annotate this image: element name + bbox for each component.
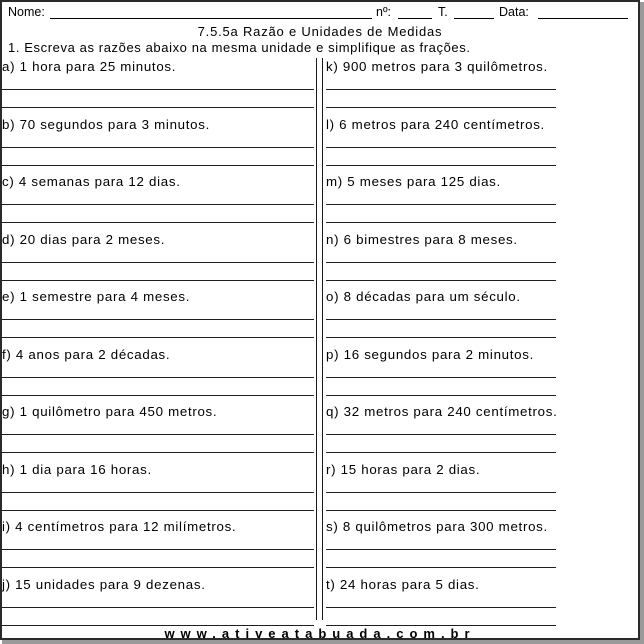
shadow-right xyxy=(640,2,644,644)
exercise-text: b) 70 segundos para 3 minutos. xyxy=(2,117,211,132)
column-divider-left xyxy=(316,58,317,620)
exercise-text: g) 1 quilômetro para 450 metros. xyxy=(2,404,218,419)
answer-line-denominator[interactable] xyxy=(2,395,314,396)
name-label: Nome: xyxy=(8,5,45,19)
exercise-text: f) 4 anos para 2 décadas. xyxy=(2,347,171,362)
exercise-text: p) 16 segundos para 2 minutos. xyxy=(326,347,535,362)
answer-line-numerator[interactable] xyxy=(2,607,314,608)
worksheet-title: 7.5.5a Razão e Unidades de Medidas xyxy=(197,24,443,39)
answer-line-numerator[interactable] xyxy=(326,262,556,263)
answer-line-numerator[interactable] xyxy=(2,204,314,205)
exercise-text: h) 1 dia para 16 horas. xyxy=(2,462,152,477)
exercise-text: q) 32 metros para 240 centímetros. xyxy=(326,404,558,419)
site-footer: www.ativeatabuada.com.br xyxy=(164,626,476,640)
answer-line-denominator[interactable] xyxy=(2,107,314,108)
answer-line-denominator[interactable] xyxy=(326,395,556,396)
answer-line-denominator[interactable] xyxy=(2,510,314,511)
answer-line-numerator[interactable] xyxy=(2,549,314,550)
exercise-item xyxy=(326,232,556,290)
answer-line-numerator[interactable] xyxy=(326,492,556,493)
answer-line-numerator[interactable] xyxy=(326,549,556,550)
exercise-text: t) 24 horas para 5 dias. xyxy=(326,577,480,592)
answer-line-denominator[interactable] xyxy=(326,510,556,511)
exercise-item xyxy=(2,59,314,117)
class-field[interactable] xyxy=(454,18,494,19)
answer-line-numerator[interactable] xyxy=(2,377,314,378)
exercise-item xyxy=(2,347,314,405)
answer-line-denominator[interactable] xyxy=(326,452,556,453)
exercise-text: l) 6 metros para 240 centímetros. xyxy=(326,117,545,132)
date-field[interactable] xyxy=(538,18,628,19)
exercise-text: d) 20 dias para 2 meses. xyxy=(2,232,166,247)
instruction-text: 1. Escreva as razões abaixo na mesma unidade e simplifique as frações. xyxy=(8,40,471,55)
exercise-text: i) 4 centímetros para 12 milímetros. xyxy=(2,519,237,534)
exercise-text: r) 15 horas para 2 dias. xyxy=(326,462,481,477)
answer-line-denominator[interactable] xyxy=(326,165,556,166)
answer-line-numerator[interactable] xyxy=(326,434,556,435)
answer-line-denominator[interactable] xyxy=(2,337,314,338)
exercise-text: j) 15 unidades para 9 dezenas. xyxy=(2,577,206,592)
exercise-text: s) 8 quilômetros para 300 metros. xyxy=(326,519,548,534)
answer-line-numerator[interactable] xyxy=(2,147,314,148)
answer-line-denominator[interactable] xyxy=(2,280,314,281)
exercise-text: e) 1 semestre para 4 meses. xyxy=(2,289,191,304)
answer-line-denominator[interactable] xyxy=(326,222,556,223)
exercise-text: k) 900 metros para 3 quilômetros. xyxy=(326,59,548,74)
exercise-item xyxy=(2,404,314,462)
exercise-text: n) 6 bimestres para 8 meses. xyxy=(326,232,518,247)
answer-line-numerator[interactable] xyxy=(326,147,556,148)
exercise-item xyxy=(326,519,556,577)
exercise-item xyxy=(2,174,314,232)
class-label: T. xyxy=(438,5,448,19)
exercise-item xyxy=(326,347,556,405)
answer-line-numerator[interactable] xyxy=(2,89,314,90)
exercise-item xyxy=(2,462,314,520)
answer-line-denominator[interactable] xyxy=(2,567,314,568)
exercise-item xyxy=(326,289,556,347)
answer-line-numerator[interactable] xyxy=(2,492,314,493)
exercise-item xyxy=(2,289,314,347)
exercise-item xyxy=(326,174,556,232)
answer-line-numerator[interactable] xyxy=(326,204,556,205)
date-label: Data: xyxy=(499,5,529,19)
answer-line-numerator[interactable] xyxy=(326,607,556,608)
answer-line-numerator[interactable] xyxy=(326,319,556,320)
exercise-text: a) 1 hora para 25 minutos. xyxy=(2,59,177,74)
exercise-text: m) 5 meses para 125 dias. xyxy=(326,174,501,189)
shadow-bottom xyxy=(2,640,644,644)
header-row xyxy=(2,4,638,20)
exercise-item xyxy=(326,404,556,462)
exercise-text: o) 8 décadas para um século. xyxy=(326,289,521,304)
number-field[interactable] xyxy=(398,18,432,19)
exercise-item xyxy=(2,117,314,175)
answer-line-denominator[interactable] xyxy=(2,222,314,223)
answer-line-denominator[interactable] xyxy=(326,107,556,108)
answer-line-denominator[interactable] xyxy=(2,452,314,453)
answer-line-numerator[interactable] xyxy=(2,319,314,320)
answer-line-numerator[interactable] xyxy=(2,262,314,263)
answer-line-denominator[interactable] xyxy=(326,280,556,281)
answer-line-numerator[interactable] xyxy=(326,89,556,90)
column-divider-right xyxy=(322,58,323,620)
exercise-item xyxy=(2,519,314,577)
answer-line-denominator[interactable] xyxy=(2,165,314,166)
exercise-item xyxy=(2,232,314,290)
exercise-item xyxy=(326,117,556,175)
name-field[interactable] xyxy=(50,18,372,19)
answer-line-denominator[interactable] xyxy=(326,567,556,568)
exercise-item xyxy=(326,59,556,117)
answer-line-numerator[interactable] xyxy=(326,377,556,378)
answer-line-denominator[interactable] xyxy=(326,337,556,338)
exercise-text: c) 4 semanas para 12 dias. xyxy=(2,174,181,189)
answer-line-numerator[interactable] xyxy=(2,434,314,435)
number-label: nº: xyxy=(376,5,391,19)
exercise-item xyxy=(326,462,556,520)
